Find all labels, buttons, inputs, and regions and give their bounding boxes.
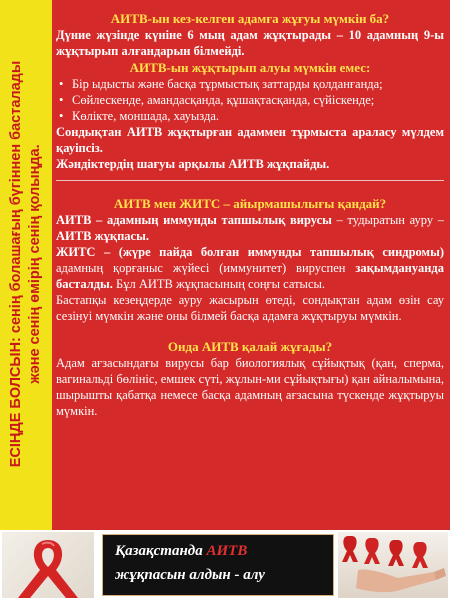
aids-definition-bold2: зақымдануанда басталды. bbox=[56, 261, 444, 291]
side-slogan bbox=[0, 0, 52, 528]
spacer bbox=[56, 181, 444, 195]
section2-note1: Сондықтан АИТВ жұқтырған адаммен тұрмыста аралас‌у мүлдем қауіпсіз. bbox=[56, 125, 444, 155]
banner-line2: жұқпасын алдын - алу bbox=[115, 567, 265, 583]
banner-line1-prefix: Қазақстанда bbox=[115, 543, 207, 559]
ribbons-hand-image bbox=[338, 532, 448, 598]
ribbons-icon bbox=[338, 532, 448, 598]
aids-definition-end: Бұл АИТВ жұқпасының соңғы сатысы. bbox=[112, 277, 326, 291]
side-slogan-line1: ЕСІҢДЕ БОЛСЫН: сенің болашағың бүгіннен басталады bbox=[8, 60, 24, 468]
side-slogan-line2: және сенің өмірің сенің қолыңда. bbox=[27, 144, 43, 384]
not-transmitted-list bbox=[56, 76, 444, 124]
list-item: • Бір ыдысты және басқа тұрмыстық заттарды қолданғанда; bbox=[56, 76, 444, 92]
banner-line1 bbox=[115, 543, 247, 560]
spacer bbox=[56, 324, 444, 338]
section4-title: Онда АИТВ қалай жұғады? bbox=[167, 339, 333, 354]
section3-p3: Бастапқы кезеңдерде ауру жасырын өтеді, сондықтан адам өзін сау сезінуі мүмкін және оны білмей басқа адамға жұқтыруы мүмкін. bbox=[56, 293, 444, 323]
section1-title: АИТВ-ын кез-келген адамға жұғуы мүмкін ба? bbox=[110, 11, 390, 26]
section3-title: АИТВ мен ЖИТС – айырмашылығы қандай? bbox=[113, 196, 387, 211]
banner-highlight: АИТВ bbox=[206, 543, 248, 559]
list-item: • Көлікте, моншада, хауызда. bbox=[56, 108, 444, 124]
aids-definition: ЖИТС – (жүре пайда болған иммунды тапшылық синдромы) bbox=[56, 245, 444, 259]
red-ribbon-icon bbox=[2, 532, 94, 598]
section2-title: АИТВ-ын жұқтырып алуы мүмкін емес: bbox=[129, 60, 371, 75]
section2-note2: Жәндіктердің шағуы арқылы АИТВ жұқпайды. bbox=[56, 157, 330, 171]
hiv-definition: АИТВ – адамның иммунды тапшылық вирусы bbox=[56, 213, 332, 227]
list-item: • Сөйлескенде, амандасқанда, құшақтасқанда, сүйіскенде; bbox=[56, 92, 444, 108]
section1-text: Дүние жүзінде күніне 6 мың адам жұқтырады – 10 адамның 9-ы жұқтырып алғандарын білмейді. bbox=[56, 28, 444, 58]
slogan-banner bbox=[102, 534, 334, 596]
main-content bbox=[56, 10, 444, 419]
section3-p2 bbox=[56, 244, 444, 292]
section4-text: Адам ағзасындағы вирусы бар биологиялық сұйықтық (қан, сперма, вагинальді бөлініс, емшек сүті, жұлын-ми сұйықтығы) қан айналымына, шырышты қабатқа немесе басқа адамның ағзасына түскенде жұқтыруы мүмкін. bbox=[56, 356, 444, 418]
hiv-definition-mid: – тудыратын ауру – bbox=[331, 213, 444, 227]
hiv-infection-term: АИТВ жұқпасы. bbox=[56, 229, 149, 243]
aids-definition-mid: адамның қорғаныс жүйесі (иммунитет) вируспен bbox=[56, 261, 356, 275]
red-ribbon-image bbox=[2, 532, 94, 598]
section3-p1 bbox=[56, 212, 444, 244]
